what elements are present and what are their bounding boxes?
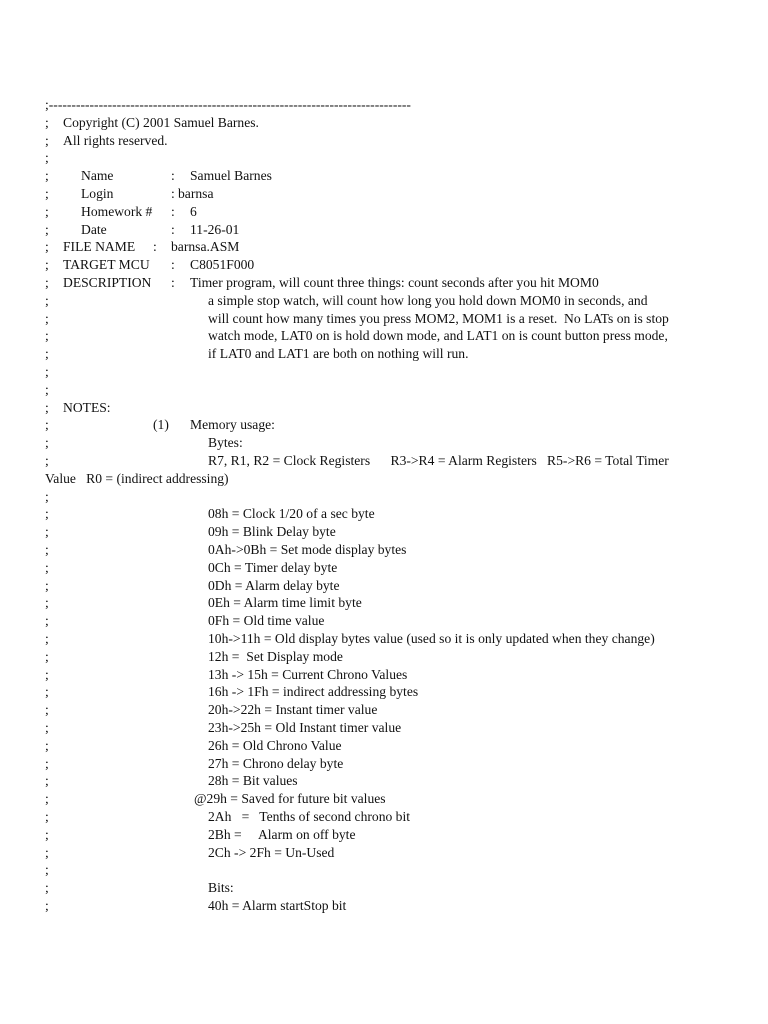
memory-map-entry: 0Dh = Alarm delay byte bbox=[208, 577, 340, 593]
comment-marker: ; bbox=[45, 720, 49, 735]
divider-text: ;-------------------------------------------------------------------------------- bbox=[45, 97, 411, 112]
rights-text: All rights reserved. bbox=[63, 132, 168, 148]
comment-marker: ; bbox=[45, 203, 49, 219]
memory-map-entry: 09h = Blink Delay byte bbox=[208, 524, 336, 540]
notes-item-number: (1) bbox=[153, 417, 169, 433]
comment-marker: ; bbox=[45, 809, 49, 824]
header-field-value: 11-26-01 bbox=[190, 221, 240, 237]
memory-map-entry: 0Eh = Alarm time limit byte bbox=[208, 595, 362, 611]
bytes-heading: Bytes: bbox=[208, 435, 243, 451]
comment-marker: ; bbox=[45, 559, 49, 575]
target-mcu-value: C8051F000 bbox=[190, 257, 255, 273]
header-field-label: Login bbox=[81, 186, 114, 201]
comment-marker: ; bbox=[45, 524, 49, 540]
comment-marker: ; bbox=[45, 898, 49, 913]
description-text: will count how many times you press MOM2, MOM1 is a reset. No LATs on is stop bbox=[208, 310, 669, 326]
comment-marker: ; bbox=[45, 328, 49, 344]
header-field-value: barnsa bbox=[178, 186, 214, 201]
memory-map-entry: 0Fh = Old time value bbox=[208, 613, 325, 629]
comment-marker: ; bbox=[45, 132, 49, 148]
memory-map-entry: 16h -> 1Fh = indirect addressing bytes bbox=[208, 684, 419, 700]
comment-marker: ; bbox=[45, 684, 49, 700]
header-field-separator: : bbox=[171, 186, 175, 201]
header-field-separator: : bbox=[171, 168, 175, 184]
comment-marker: ; bbox=[45, 453, 49, 468]
copyright-text: Copyright (C) 2001 Samuel Barnes. bbox=[63, 114, 259, 130]
header-field-label: Name bbox=[81, 168, 114, 184]
comment-marker: ; bbox=[45, 221, 49, 237]
file-name-value: barnsa.ASM bbox=[171, 239, 240, 255]
memory-map-entry: 0Ah->0Bh = Set mode display bytes bbox=[208, 542, 407, 557]
registers-text: R7, R1, R2 = Clock Registers R3->R4 = Alarm Registers R5->R6 = Total Timer bbox=[208, 453, 669, 468]
comment-marker: ; bbox=[45, 631, 49, 646]
file-name-label: FILE NAME bbox=[63, 239, 136, 255]
header-field-label: Homework # bbox=[81, 203, 153, 219]
memory-map-entry: 10h->11h = Old display bytes value (used so it is only updated when they change) bbox=[208, 631, 655, 646]
header-field-separator: : bbox=[171, 221, 175, 237]
comment-marker: ; bbox=[45, 435, 49, 451]
description-label: DESCRIPTION bbox=[63, 275, 152, 290]
memory-map-entry: 12h = Set Display mode bbox=[208, 648, 343, 664]
comment-marker: ; bbox=[45, 791, 49, 807]
comment-marker: ; bbox=[45, 773, 49, 789]
memory-map-entry: 13h -> 15h = Current Chrono Values bbox=[208, 666, 408, 682]
memory-map-entry: 2Bh = Alarm on off byte bbox=[208, 826, 356, 842]
memory-map-entry: 26h = Old Chrono Value bbox=[208, 737, 342, 753]
header-field-label: Date bbox=[81, 221, 107, 237]
memory-map-entry: 0Ch = Timer delay byte bbox=[208, 559, 338, 575]
bit-map-entry: 40h = Alarm startStop bit bbox=[208, 898, 347, 913]
comment-marker: ; bbox=[45, 168, 49, 184]
notes-item-title: Memory usage: bbox=[190, 417, 275, 433]
memory-map-entry: 28h = Bit values bbox=[208, 773, 298, 789]
comment-marker: ; bbox=[45, 417, 49, 433]
comment-marker: ; bbox=[45, 186, 49, 201]
comment-marker: ; bbox=[45, 257, 49, 273]
comment-marker: ; bbox=[45, 737, 49, 753]
file-name-separator: : bbox=[153, 239, 157, 255]
memory-map-entry: 2Ah = Tenths of second chrono bit bbox=[208, 809, 411, 824]
comment-marker: ; bbox=[45, 399, 49, 415]
comment-marker: ; bbox=[45, 844, 49, 860]
bits-heading: Bits: bbox=[208, 880, 234, 896]
comment-marker: ; bbox=[45, 666, 49, 682]
header-field-value: Samuel Barnes bbox=[190, 168, 272, 184]
memory-map-entry: @29h = Saved for future bit values bbox=[194, 791, 386, 807]
comment-marker: ; bbox=[45, 310, 49, 326]
comment-marker: ; bbox=[45, 275, 49, 290]
memory-map-entry: 23h->25h = Old Instant timer value bbox=[208, 720, 402, 735]
memory-map-entry: 2Ch -> 2Fh = Un-Used bbox=[208, 844, 335, 860]
comment-marker: ; bbox=[45, 364, 49, 379]
header-field-value: 6 bbox=[190, 203, 197, 219]
comment-marker: ; bbox=[45, 150, 49, 166]
registers-wrap-text: Value R0 = (indirect addressing) bbox=[45, 470, 229, 486]
comment-marker: ; bbox=[45, 506, 49, 522]
target-mcu-label: TARGET MCU bbox=[63, 257, 150, 273]
comment-marker: ; bbox=[45, 239, 49, 255]
notes-label: NOTES: bbox=[63, 399, 111, 415]
description-text: if LAT0 and LAT1 are both on nothing will run. bbox=[208, 346, 469, 362]
comment-marker: ; bbox=[45, 292, 49, 308]
comment-marker: ; bbox=[45, 542, 49, 557]
target-mcu-separator: : bbox=[171, 257, 175, 273]
memory-map-entry: 08h = Clock 1/20 of a sec byte bbox=[208, 506, 375, 522]
comment-marker: ; bbox=[45, 381, 49, 397]
comment-marker: ; bbox=[45, 595, 49, 611]
header-field-separator: : bbox=[171, 203, 175, 219]
comment-marker: ; bbox=[45, 114, 49, 130]
comment-marker: ; bbox=[45, 755, 49, 771]
description-text: Timer program, will count three things: count seconds after you hit MOM0 bbox=[190, 275, 599, 290]
comment-marker: ; bbox=[45, 862, 49, 878]
memory-map-entry: 27h = Chrono delay byte bbox=[208, 755, 344, 771]
description-separator: : bbox=[171, 275, 175, 290]
comment-marker: ; bbox=[45, 880, 49, 896]
description-text: a simple stop watch, will count how long you hold down MOM0 in seconds, and bbox=[208, 292, 648, 308]
comment-marker: ; bbox=[45, 488, 49, 504]
memory-map-entry: 20h->22h = Instant timer value bbox=[208, 702, 378, 718]
comment-marker: ; bbox=[45, 346, 49, 362]
comment-marker: ; bbox=[45, 702, 49, 718]
description-text: watch mode, LAT0 on is hold down mode, and LAT1 on is count button press mode, bbox=[208, 328, 668, 344]
comment-marker: ; bbox=[45, 826, 49, 842]
comment-marker: ; bbox=[45, 613, 49, 629]
comment-marker: ; bbox=[45, 648, 49, 664]
comment-marker: ; bbox=[45, 577, 49, 593]
